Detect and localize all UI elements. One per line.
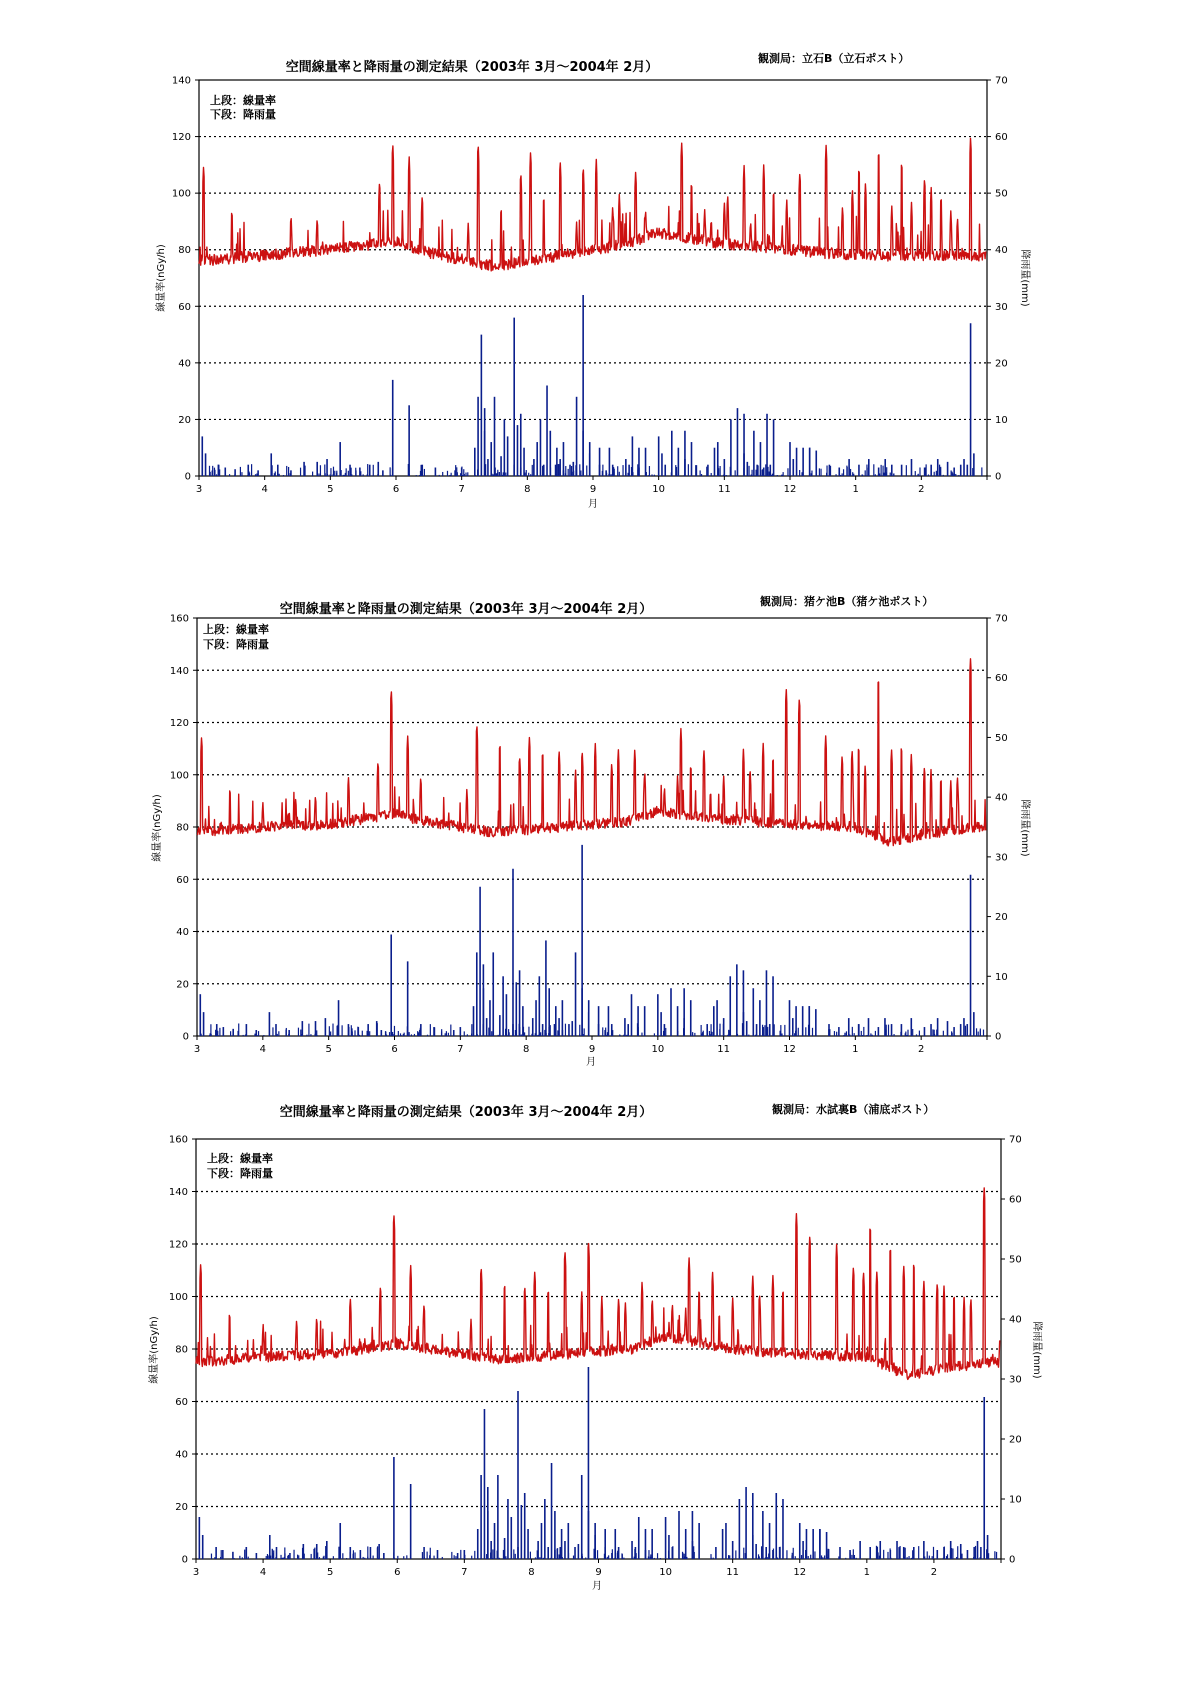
dose-rate-line — [199, 138, 986, 271]
y-tick-label-left: 100 — [168, 1292, 188, 1303]
legend-upper: 上段：線量率 — [203, 623, 269, 636]
x-tick-label: 3 — [195, 484, 203, 495]
y-tick-label-right: 70 — [1009, 1134, 1022, 1146]
x-tick-label: 2 — [918, 484, 925, 495]
dose-rate-line — [197, 659, 986, 846]
chart-title: 空間線量率と降雨量の測定結果（2003年 3月～2004年 2月） — [279, 602, 653, 617]
legend-lower: 下段：降雨量 — [210, 108, 276, 121]
y-axis-label-left: 線量率(nGy/h) — [149, 1316, 160, 1384]
chart-panel-1 — [154, 51, 1032, 510]
legend-upper: 上段：線量率 — [210, 94, 276, 107]
x-tick-label: 12 — [793, 1567, 807, 1578]
x-tick-label: 11 — [717, 1044, 731, 1055]
dose-rate-line — [196, 1188, 1000, 1380]
y-tick-label-left: 20 — [178, 414, 191, 426]
x-tick-label: 1 — [852, 484, 859, 495]
y-tick-label-right: 70 — [995, 613, 1008, 625]
station-label: 観測局：猪ケ池B（猪ケ池ポスト） — [760, 595, 934, 608]
x-axis-label: 月 — [588, 499, 598, 510]
x-tick-label: 10 — [652, 484, 666, 495]
x-tick-label: 9 — [589, 484, 597, 495]
y-tick-label-left: 140 — [169, 665, 189, 677]
rainfall-series — [200, 845, 983, 1036]
y-tick-label-left: 120 — [168, 1239, 188, 1251]
x-tick-label: 9 — [595, 1567, 602, 1578]
y-tick-label-left: 0 — [182, 1031, 189, 1043]
y-tick-label-left: 80 — [175, 1344, 188, 1356]
plot-area — [172, 76, 1008, 496]
chart-panel-2 — [150, 594, 1032, 1068]
y-tick-label-left: 140 — [171, 75, 191, 87]
rainfall-series — [202, 295, 982, 476]
x-tick-label: 8 — [524, 484, 531, 495]
y-tick-label-right: 20 — [1009, 1434, 1022, 1446]
y-tick-label-right: 50 — [995, 188, 1008, 200]
x-tick-label: 9 — [588, 1044, 596, 1055]
x-tick-label: 7 — [461, 1567, 468, 1578]
y-tick-label-right: 60 — [995, 673, 1008, 685]
chart-panel-3 — [147, 1102, 1044, 1592]
y-tick-label-right: 50 — [995, 732, 1008, 744]
y-tick-label-right: 70 — [995, 75, 1008, 87]
x-tick-label: 4 — [259, 1044, 267, 1055]
y-tick-label-left: 100 — [169, 770, 189, 782]
y-tick-label-right: 50 — [1009, 1254, 1022, 1266]
x-tick-label: 7 — [458, 484, 465, 495]
y-tick-label-right: 60 — [1009, 1194, 1022, 1206]
x-tick-label: 5 — [325, 1044, 332, 1055]
rainfall-series — [199, 1367, 996, 1559]
y-tick-label-left: 60 — [178, 301, 191, 313]
x-tick-label: 1 — [863, 1567, 871, 1578]
chart-title: 空間線量率と降雨量の測定結果（2003年 3月～2004年 2月） — [279, 1105, 653, 1120]
y-axis-label-right: 降雨量(mm) — [1019, 249, 1030, 307]
x-tick-label: 6 — [391, 1044, 398, 1055]
y-tick-label-right: 30 — [1009, 1374, 1022, 1386]
y-tick-label-right: 40 — [995, 245, 1008, 257]
y-tick-label-right: 0 — [1009, 1554, 1016, 1566]
x-tick-label: 1 — [852, 1044, 859, 1055]
y-tick-label-left: 40 — [176, 927, 189, 938]
y-tick-label-right: 40 — [1009, 1314, 1022, 1326]
legend-lower: 下段：降雨量 — [203, 638, 269, 651]
x-axis-label: 月 — [592, 1581, 602, 1592]
y-tick-label-right: 20 — [995, 912, 1008, 924]
y-tick-label-left: 20 — [175, 1502, 188, 1513]
y-tick-label-left: 160 — [168, 1134, 188, 1146]
y-tick-label-left: 140 — [168, 1187, 188, 1198]
station-label: 観測局：水試裏B（浦底ポスト） — [772, 1103, 935, 1116]
x-tick-label: 12 — [783, 1044, 796, 1055]
y-tick-label-left: 60 — [176, 874, 189, 886]
x-tick-label: 11 — [726, 1567, 740, 1578]
y-tick-label-right: 10 — [995, 414, 1008, 426]
y-tick-label-right: 0 — [995, 1031, 1002, 1043]
y-axis-label-left: 線量率(nGy/h) — [152, 794, 163, 862]
x-tick-label: 5 — [327, 484, 334, 495]
legend-upper: 上段：線量率 — [207, 1152, 273, 1165]
y-tick-label-left: 40 — [178, 358, 191, 370]
y-tick-label-left: 0 — [184, 471, 191, 483]
x-tick-label: 10 — [651, 1044, 665, 1055]
y-tick-label-right: 20 — [995, 358, 1008, 370]
y-axis-label-left: 線量率(nGy/h) — [156, 244, 167, 312]
x-tick-label: 2 — [930, 1567, 938, 1578]
chart-title: 空間線量率と降雨量の測定結果（2003年 3月～2004年 2月） — [285, 60, 659, 75]
x-axis-label: 月 — [586, 1057, 596, 1068]
y-tick-label-left: 40 — [175, 1449, 188, 1461]
y-axis-label-right: 降雨量(mm) — [1019, 799, 1030, 857]
x-tick-label: 6 — [394, 1567, 401, 1578]
legend-lower: 下段：降雨量 — [207, 1167, 273, 1180]
y-tick-label-left: 160 — [169, 613, 189, 625]
x-tick-label: 3 — [193, 1044, 201, 1055]
y-tick-label-left: 0 — [181, 1554, 188, 1566]
x-tick-label: 11 — [717, 484, 731, 495]
y-tick-label-left: 80 — [176, 822, 189, 834]
y-tick-label-left: 120 — [169, 718, 189, 729]
y-tick-label-left: 20 — [176, 979, 189, 991]
plot-area — [170, 614, 1008, 1056]
x-tick-label: 12 — [783, 484, 797, 495]
x-tick-label: 2 — [917, 1044, 925, 1055]
x-tick-label: 5 — [326, 1567, 334, 1578]
x-tick-label: 8 — [528, 1567, 535, 1578]
y-tick-label-left: 80 — [178, 245, 191, 257]
y-tick-label-right: 30 — [995, 301, 1008, 313]
y-axis-label-right: 降雨量(mm) — [1031, 1321, 1042, 1379]
x-tick-label: 10 — [659, 1567, 672, 1578]
y-tick-label-right: 60 — [995, 132, 1008, 144]
y-tick-label-right: 10 — [995, 971, 1008, 983]
station-label: 観測局：立石B（立石ポスト） — [758, 52, 910, 65]
plot-area — [169, 1135, 1022, 1579]
plot-frame — [199, 80, 987, 476]
x-tick-label: 4 — [259, 1567, 267, 1578]
x-tick-label: 7 — [457, 1044, 464, 1055]
x-tick-label: 8 — [522, 1044, 530, 1055]
y-tick-label-right: 30 — [995, 852, 1008, 864]
y-tick-label-right: 10 — [1009, 1494, 1022, 1506]
y-tick-label-left: 100 — [171, 188, 191, 200]
y-tick-label-left: 120 — [171, 132, 191, 144]
x-tick-label: 4 — [261, 484, 268, 495]
x-tick-label: 6 — [392, 484, 400, 495]
y-tick-label-right: 0 — [995, 471, 1002, 483]
y-tick-label-left: 60 — [175, 1397, 188, 1408]
x-tick-label: 3 — [192, 1567, 200, 1578]
y-tick-label-right: 40 — [995, 792, 1008, 804]
